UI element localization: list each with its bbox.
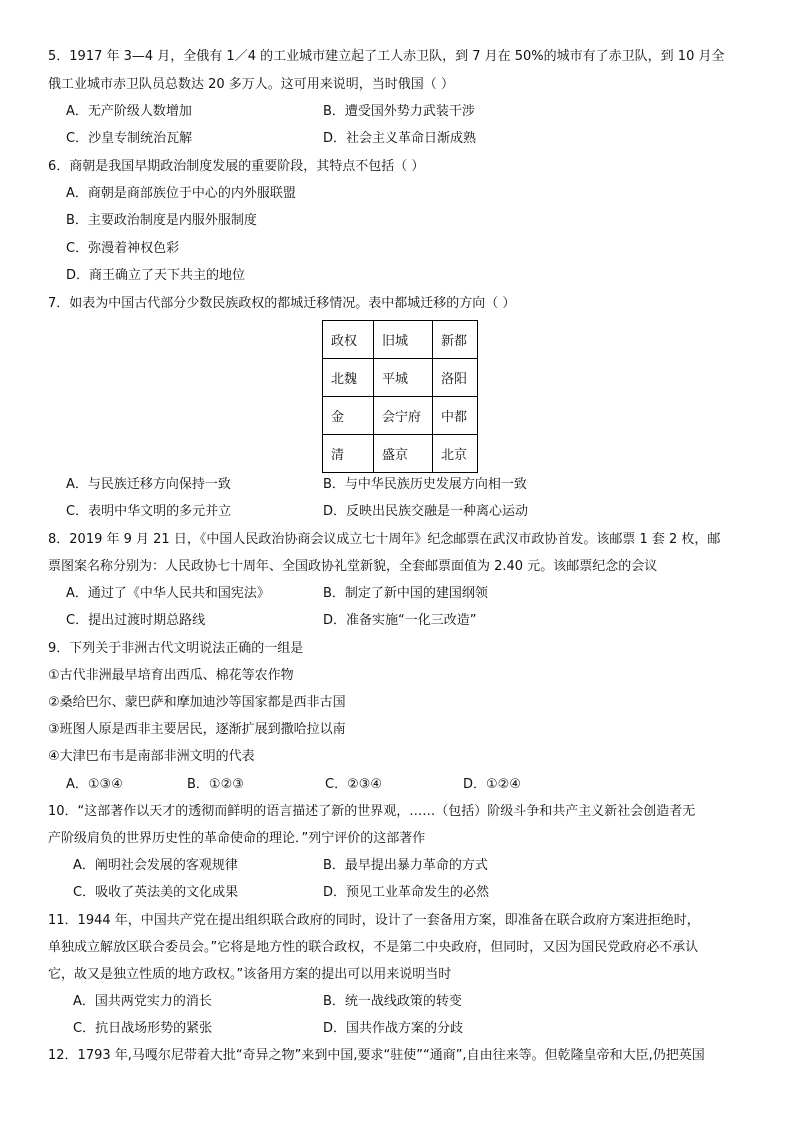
table-cell: 会宁府	[374, 397, 433, 435]
q9-option-d[interactable]: D．①②④	[463, 777, 521, 792]
q6-option-c[interactable]: C．弥漫着神权色彩	[66, 241, 180, 256]
q12-stem-line1: 12．1793 年,马嘎尔尼带着大批“奇异之物”来到中国,要求“驻使”“通商”,自由往来等。但乾隆皇帝和大臣,仍把英国	[48, 1048, 705, 1063]
q9-option-a[interactable]: A．①③④	[66, 777, 123, 792]
q7-option-b[interactable]: B．与中华民族历史发展方向相一致	[323, 477, 527, 492]
q10-stem-line2: 产阶级肩负的世界历史性的革命使命的理论．”列宁评价的这部著作	[48, 831, 426, 846]
q11-stem-line2: 单独成立解放区联合委员会。”它将是地方性的联合政权，不是第二中央政府，但同时，又因为国民党政府必不承认	[48, 940, 699, 955]
q5-option-a[interactable]: A．无产阶级人数增加	[66, 104, 192, 119]
q11-option-a[interactable]: A．国共两党实力的消长	[73, 994, 212, 1009]
table-cell: 洛阳	[433, 359, 478, 397]
q11-option-c[interactable]: C．抗日战场形势的紧张	[73, 1021, 213, 1036]
table-cell: 平城	[374, 359, 433, 397]
table-header-cell: 政权	[323, 321, 374, 359]
q10-option-d[interactable]: D．预见工业革命发生的必然	[323, 885, 490, 900]
q10-option-b[interactable]: B．最早提出暴力革命的方式	[323, 858, 488, 873]
q5-stem-line2: 俄工业城市赤卫队员总数达 20 多万人。这可用来说明，当时俄国（ ）	[48, 77, 454, 92]
q5-option-b[interactable]: B．遭受国外势力武装干涉	[323, 104, 475, 119]
table-cell: 盛京	[374, 435, 433, 473]
q11-option-b[interactable]: B．统一战线政策的转变	[323, 994, 462, 1009]
q6-option-d[interactable]: D．商王确立了天下共主的地位	[66, 268, 246, 283]
q9-option-b[interactable]: B．①②③	[187, 777, 244, 792]
q7-option-c[interactable]: C．表明中华文明的多元并立	[66, 504, 232, 519]
q8-option-b[interactable]: B．制定了新中国的建国纲领	[323, 586, 488, 601]
q8-stem-line1: 8．2019 年 9 月 21 日，《中国人民政治协商会议成立七十周年》纪念邮票在武汉市政协首发。该邮票 1 套 2 枚，邮	[48, 532, 721, 547]
q9-option-c[interactable]: C．②③④	[325, 777, 383, 792]
q6-option-a[interactable]: A．商朝是商部族位于中心的内外服联盟	[66, 186, 296, 201]
table-header-cell: 旧城	[374, 321, 433, 359]
q9-statement-3: ③班图人原是西非主要居民，逐渐扩展到撒哈拉以南	[48, 722, 346, 737]
table-cell: 中都	[433, 397, 478, 435]
q5-option-d[interactable]: D．社会主义革命日渐成熟	[323, 131, 477, 146]
q11-stem-line3: 它，故又是独立性质的地方政权。”该备用方案的提出可以用来说明当时	[48, 967, 452, 982]
table-cell: 北京	[433, 435, 478, 473]
q8-option-a[interactable]: A．通过了《中华人民共和国宪法》	[66, 586, 270, 601]
q6-stem: 6．商朝是我国早期政治制度发展的重要阶段，其特点不包括（ ）	[48, 159, 425, 174]
table-row	[323, 321, 478, 359]
table-header-cell: 新都	[433, 321, 478, 359]
q10-option-c[interactable]: C．吸收了英法美的文化成果	[73, 885, 239, 900]
q9-statement-2: ②桑给巴尔、蒙巴萨和摩加迪沙等国家都是西非古国	[48, 695, 346, 710]
q10-option-a[interactable]: A．阐明社会发展的客观规律	[73, 858, 238, 873]
q9-statement-1: ①古代非洲最早培育出西瓜、棉花等农作物	[48, 668, 294, 683]
table-row	[323, 397, 478, 435]
q9-statement-4: ④大津巴布韦是南部非洲文明的代表	[48, 749, 255, 764]
q8-stem-line2: 票图案名称分别为：人民政协七十周年、全国政协礼堂新貌，全套邮票面值为 2.40 元。该邮票纪念的会议	[48, 559, 658, 574]
q7-stem: 7．如表为中国古代部分少数民族政权的都城迁移情况。表中都城迁移的方向（ ）	[48, 296, 516, 311]
q6-option-b[interactable]: B．主要政治制度是内服外服制度	[66, 213, 257, 228]
table-cell: 北魏	[323, 359, 374, 397]
q8-option-c[interactable]: C．提出过渡时期总路线	[66, 613, 206, 628]
q10-stem-line1: 10．“这部著作以天才的透彻而鲜明的语言描述了新的世界观，……（包括）阶级斗争和共产主义新社会创造者无	[48, 804, 696, 819]
q5-option-c[interactable]: C．沙皇专制统治瓦解	[66, 131, 193, 146]
capital-migration-table	[322, 320, 478, 473]
q5-stem-line1: 5．1917 年 3—4 月，全俄有 1／4 的工业城市建立起了工人赤卫队，到 7 月在 50%的城市有了赤卫队，到 10 月全	[48, 49, 725, 64]
q11-option-d[interactable]: D．国共作战方案的分歧	[323, 1021, 464, 1036]
table-cell: 金	[323, 397, 374, 435]
q7-option-a[interactable]: A．与民族迁移方向保持一致	[66, 477, 231, 492]
table-cell: 清	[323, 435, 374, 473]
q7-option-d[interactable]: D．反映出民族交融是一种离心运动	[323, 504, 529, 519]
table-row	[323, 435, 478, 473]
q11-stem-line1: 11．1944 年，中国共产党在提出组织联合政府的同时，设计了一套备用方案，即准备在联合政府方案进拒绝时，	[48, 913, 700, 928]
q9-stem: 9．下列关于非洲古代文明说法正确的一组是	[48, 641, 304, 656]
table-row	[323, 359, 478, 397]
q8-option-d[interactable]: D．准备实施“一化三改造”	[323, 613, 477, 628]
